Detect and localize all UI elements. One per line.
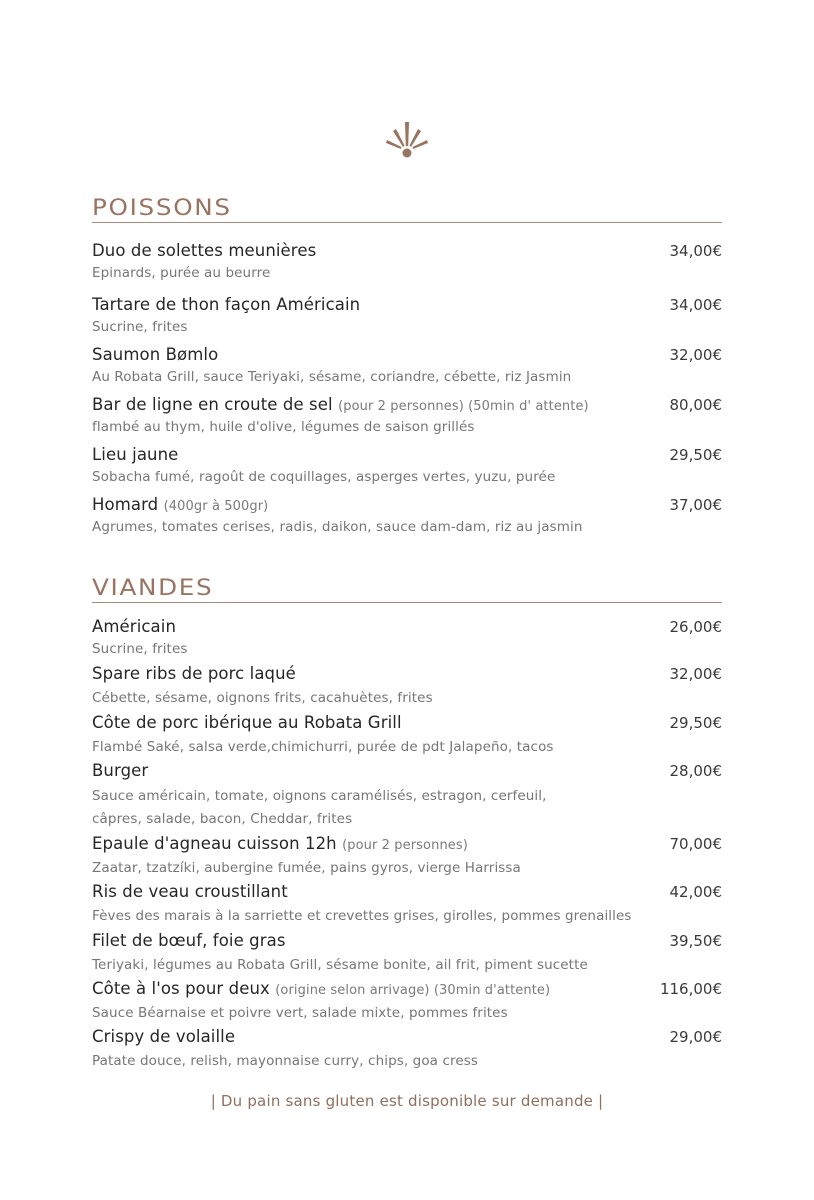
item-name: Lieu jaune (92, 445, 179, 464)
item-price: 29,50€ (669, 446, 722, 464)
menu-item (92, 977, 722, 1023)
section-title: VIANDES (92, 576, 214, 601)
item-description: Fèves des marais à la sarriette et crevettes grises, girolles, pommes grenailles (92, 908, 632, 924)
menu-item (92, 662, 722, 708)
item-name: Spare ribs de porc laqué (92, 664, 296, 683)
item-description: flambé au thym, huile d'olive, légumes de saison grillés (92, 419, 475, 435)
item-note: (pour 2 personnes) (50min d' attente) (338, 399, 589, 414)
section-title: POISSONS (92, 196, 232, 221)
menu-item (92, 711, 722, 757)
menu-item (92, 443, 722, 487)
item-price: 80,00€ (669, 396, 722, 414)
item-description: Sobacha fumé, ragoût de coquillages, asperges vertes, yuzu, purée (92, 469, 556, 485)
item-price: 42,00€ (669, 883, 722, 901)
item-price: 34,00€ (669, 242, 722, 260)
item-name: Filet de bœuf, foie gras (92, 931, 286, 950)
gluten-free-note: | Du pain sans gluten est disponible sur demande | (210, 1092, 604, 1110)
item-description: Agrumes, tomates cerises, radis, daikon, sauce dam-dam, riz au jasmin (92, 519, 583, 535)
item-price: 37,00€ (669, 496, 722, 514)
menu-item (92, 493, 722, 537)
menu-item (92, 615, 722, 659)
menu-item (92, 832, 722, 878)
item-description: Epinards, purée au beurre (92, 265, 271, 281)
item-price: 29,00€ (669, 1028, 722, 1046)
item-note: (pour 2 personnes) (342, 838, 468, 853)
section-poissons (92, 196, 722, 535)
menu-item (92, 880, 722, 926)
section-divider (92, 602, 722, 603)
item-name: Duo de solettes meunières (92, 241, 317, 260)
item-price: 26,00€ (669, 618, 722, 636)
item-name: Bar de ligne en croute de sel (pour 2 personnes) (50min d' attente) (92, 395, 589, 414)
item-note: (origine selon arrivage) (30min d'attente) (275, 983, 551, 998)
menu-item (92, 759, 722, 829)
menu-item (92, 393, 722, 437)
section-viandes (92, 576, 722, 1069)
item-name: Américain (92, 617, 177, 636)
item-note: (400gr à 500gr) (163, 499, 269, 514)
item-description: Zaatar, tzatzíki, aubergine fumée, pains gyros, vierge Harrissa (92, 860, 521, 876)
item-description: Sauce américain, tomate, oignons caramélisés, estragon, cerfeuil, (92, 788, 547, 804)
menu-item (92, 929, 722, 975)
section-divider (92, 222, 722, 223)
item-name: Crispy de volaille (92, 1027, 236, 1046)
item-description: Flambé Saké, salsa verde,chimichurri, purée de pdt Jalapeño, tacos (92, 739, 554, 755)
item-name: Côte à l'os pour deux (origine selon arrivage) (30min d'attente) (92, 979, 551, 998)
item-price: 70,00€ (669, 835, 722, 853)
menu-item (92, 293, 722, 337)
item-price: 32,00€ (669, 346, 722, 364)
item-description: Cébette, sésame, oignons frits, cacahuètes, frites (92, 690, 433, 706)
item-name: Epaule d'agneau cuisson 12h (pour 2 personnes) (92, 834, 468, 853)
item-price: 29,50€ (669, 714, 722, 732)
item-description: Au Robata Grill, sauce Teriyaki, sésame, coriandre, cébette, riz Jasmin (92, 369, 572, 385)
menu-item (92, 343, 722, 387)
item-description: Teriyaki, légumes au Robata Grill, sésame bonite, ail frit, piment sucette (92, 957, 588, 973)
item-description: Sauce Béarnaise et poivre vert, salade mixte, pommes frites (92, 1005, 508, 1021)
item-name: Burger (92, 761, 149, 780)
item-description: Sucrine, frites (92, 319, 188, 335)
item-price: 116,00€ (659, 980, 722, 998)
item-name: Saumon Bømlo (92, 345, 219, 364)
item-name: Ris de veau croustillant (92, 882, 288, 901)
item-price: 32,00€ (669, 665, 722, 683)
menu-item (92, 239, 722, 283)
item-price: 28,00€ (669, 762, 722, 780)
item-name: Côte de porc ibérique au Robata Grill (92, 713, 402, 732)
item-price: 34,00€ (669, 296, 722, 314)
sunburst-logo-icon (385, 120, 429, 160)
menu-item (92, 1025, 722, 1071)
item-name: Tartare de thon façon Américain (92, 295, 361, 314)
item-name: Homard (400gr à 500gr) (92, 495, 269, 514)
item-description: Sucrine, frites (92, 641, 188, 657)
item-price: 39,50€ (669, 932, 722, 950)
item-description: Patate douce, relish, mayonnaise curry, chips, goa cress (92, 1053, 478, 1069)
item-description: câpres, salade, bacon, Cheddar, frites (92, 811, 353, 827)
